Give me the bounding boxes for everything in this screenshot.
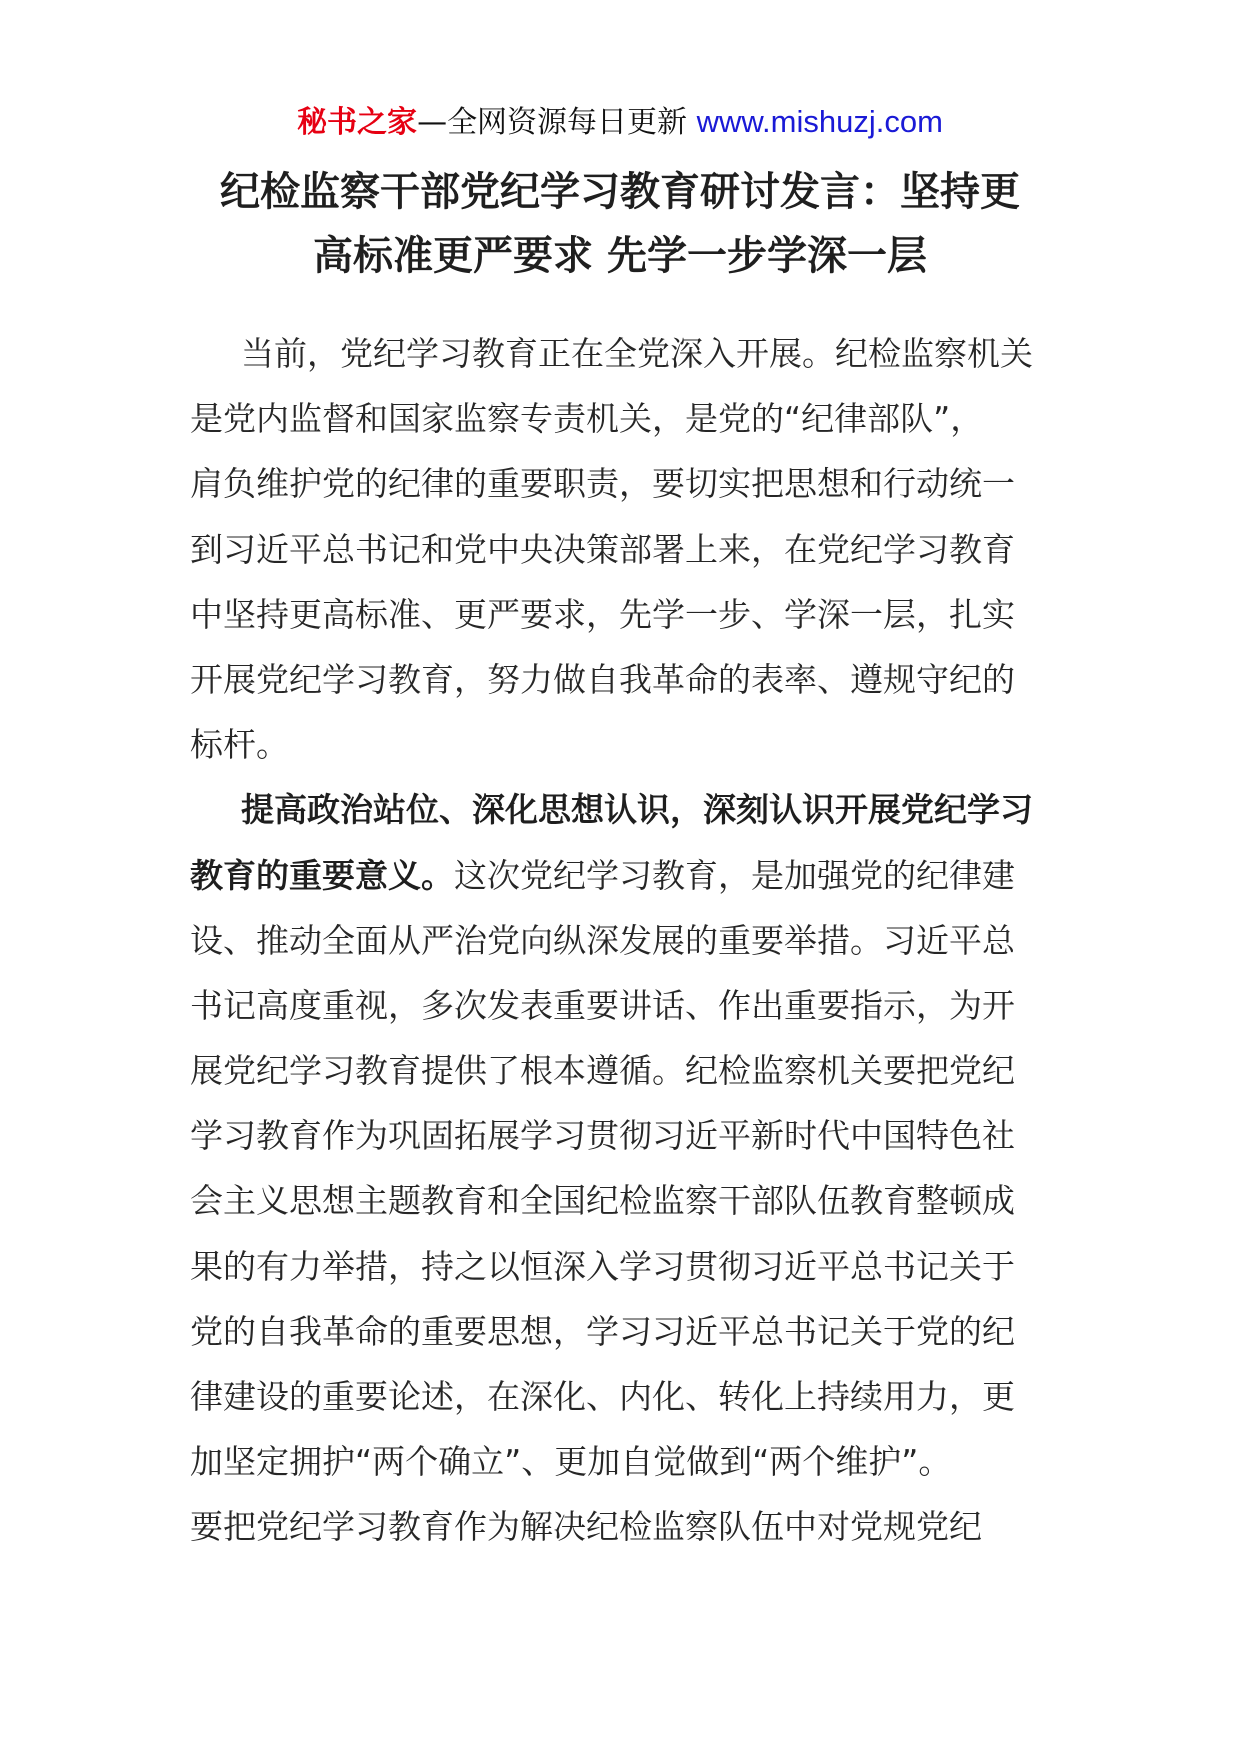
- body-line: [190, 843, 1050, 908]
- body-line: 设、推动全面从严治党向纵深发展的重要举措。习近平总: [190, 920, 1015, 960]
- site-url-link[interactable]: www.mishuzj.com: [696, 104, 943, 139]
- title-line-2: 高标准更严要求 先学一步学深一层: [313, 233, 927, 279]
- document-title: [180, 160, 1060, 288]
- body-line: 是党内监督和国家监察专责机关，是党的“纪律部队”，: [190, 399, 984, 439]
- body-line: 党的自我革命的重要思想，学习习近平总书记关于党的纪: [190, 1311, 1015, 1351]
- body-line: 标杆。: [190, 725, 289, 765]
- section-heading-end: 教育的重要意义。: [190, 855, 454, 895]
- body-line: 到习近平总书记和党中央决策部署上来，在党纪学习教育: [190, 529, 1015, 569]
- brand-name: 秘书之家: [297, 105, 418, 140]
- body-line: 要把党纪学习教育作为解决纪检监察队伍中对党规党纪: [190, 1507, 982, 1547]
- header-tagline: —全网资源每日更新: [417, 105, 697, 140]
- body-line: 会主义思想主题教育和全国纪检监察干部队伍教育整顿成: [190, 1181, 1015, 1221]
- body-line: 肩负维护党的纪律的重要职责，要切实把思想和行动统一: [190, 464, 1015, 504]
- title-line-1: 纪检监察干部党纪学习教育研讨发言：坚持更: [220, 169, 1020, 215]
- body-line: 中坚持更高标准、更严要求，先学一步、学深一层，扎实: [190, 594, 1015, 634]
- body-line: 果的有力举措，持之以恒深入学习贯彻习近平总书记关于: [190, 1246, 1015, 1286]
- body-line: 书记高度重视，多次发表重要讲话、作出重要指示，为开: [190, 985, 1015, 1025]
- body-text-run: 这次党纪学习教育，是加强党的纪律建: [454, 855, 1015, 895]
- body-line: 加坚定拥护“两个确立”、更加自觉做到“两个维护”。: [190, 1442, 952, 1482]
- body-line: 当前，党纪学习教育正在全党深入开展。纪检监察机关: [241, 334, 1033, 373]
- body-line: 学习教育作为巩固拓展学习贯彻习近平新时代中国特色社: [190, 1116, 1015, 1156]
- section-heading: 提高政治站位、深化思想认识，深刻认识开展党纪学习: [241, 790, 1033, 830]
- document-body: [190, 321, 1050, 1560]
- body-line: 开展党纪学习教育，努力做自我革命的表率、遵规守纪的: [190, 659, 1015, 699]
- site-header: [0, 100, 1240, 145]
- body-line: 律建设的重要论述，在深化、内化、转化上持续用力，更: [190, 1377, 1015, 1416]
- body-line: 展党纪学习教育提供了根本遵循。纪检监察机关要把党纪: [190, 1051, 1015, 1091]
